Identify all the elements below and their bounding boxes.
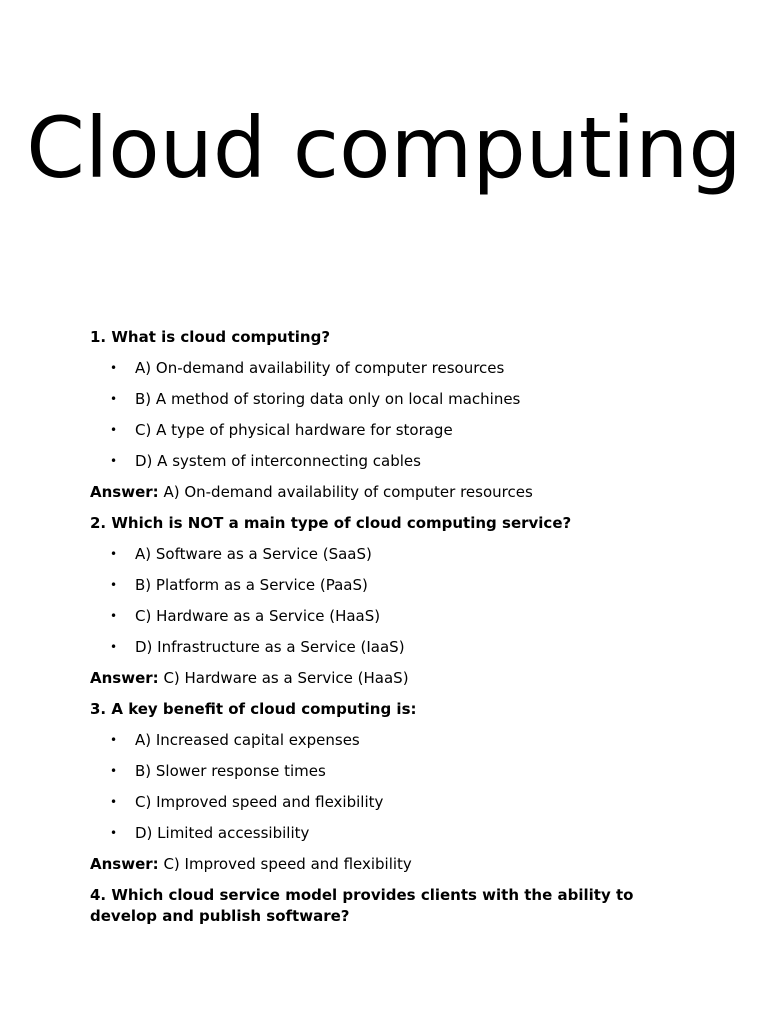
- option-text: D) Infrastructure as a Service (IaaS): [135, 638, 405, 656]
- answer-text: A) On-demand availability of computer resources: [163, 483, 533, 501]
- document-title: Cloud computing: [26, 99, 742, 197]
- option-item: [90, 761, 680, 782]
- bullet-icon: •: [110, 454, 118, 468]
- option-list: [90, 730, 680, 844]
- option-text: D) Limited accessibility: [135, 824, 310, 842]
- option-item: [90, 451, 680, 472]
- question-block: [90, 699, 680, 875]
- bullet-icon: •: [110, 733, 118, 747]
- option-text: C) Improved speed and flexibility: [135, 793, 384, 811]
- option-list: [90, 544, 680, 658]
- question-block: [90, 885, 680, 927]
- bullet-icon: •: [110, 640, 118, 654]
- answer-label: Answer:: [90, 855, 159, 873]
- option-item: [90, 544, 680, 565]
- option-item: [90, 637, 680, 658]
- question-block: [90, 327, 680, 503]
- option-text: A) Increased capital expenses: [135, 731, 360, 749]
- option-item: [90, 606, 680, 627]
- bullet-icon: •: [110, 826, 118, 840]
- option-text: B) Slower response times: [135, 762, 326, 780]
- option-text: D) A system of interconnecting cables: [135, 452, 421, 470]
- option-item: [90, 420, 680, 441]
- option-text: C) A type of physical hardware for storage: [135, 421, 453, 439]
- option-text: C) Hardware as a Service (HaaS): [135, 607, 381, 625]
- bullet-icon: •: [110, 547, 118, 561]
- option-item: [90, 730, 680, 751]
- question-text: 2. Which is NOT a main type of cloud computing service?: [90, 514, 572, 532]
- option-text: A) On-demand availability of computer resources: [135, 359, 505, 377]
- answer-text: C) Hardware as a Service (HaaS): [163, 669, 409, 687]
- quiz-content: [90, 327, 680, 937]
- answer-label: Answer:: [90, 483, 159, 501]
- bullet-icon: •: [110, 392, 118, 406]
- option-text: B) Platform as a Service (PaaS): [135, 576, 368, 594]
- option-item: [90, 358, 680, 379]
- option-item: [90, 389, 680, 410]
- bullet-icon: •: [110, 361, 118, 375]
- bullet-icon: •: [110, 795, 118, 809]
- answer-line: [90, 668, 680, 689]
- answer-line: [90, 482, 680, 503]
- bullet-icon: •: [110, 578, 118, 592]
- question-text: 1. What is cloud computing?: [90, 328, 331, 346]
- option-text: B) A method of storing data only on local machines: [135, 390, 521, 408]
- option-item: [90, 575, 680, 596]
- option-item: [90, 823, 680, 844]
- question-text: 3. A key benefit of cloud computing is:: [90, 700, 417, 718]
- option-item: [90, 792, 680, 813]
- bullet-icon: •: [110, 764, 118, 778]
- answer-text: C) Improved speed and flexibility: [163, 855, 412, 873]
- question-text: 4. Which cloud service model provides clients with the ability to develop and publish software?: [90, 886, 634, 925]
- question-block: [90, 513, 680, 689]
- answer-line: [90, 854, 680, 875]
- bullet-icon: •: [110, 609, 118, 623]
- answer-label: Answer:: [90, 669, 159, 687]
- option-text: A) Software as a Service (SaaS): [135, 545, 372, 563]
- bullet-icon: •: [110, 423, 118, 437]
- option-list: [90, 358, 680, 472]
